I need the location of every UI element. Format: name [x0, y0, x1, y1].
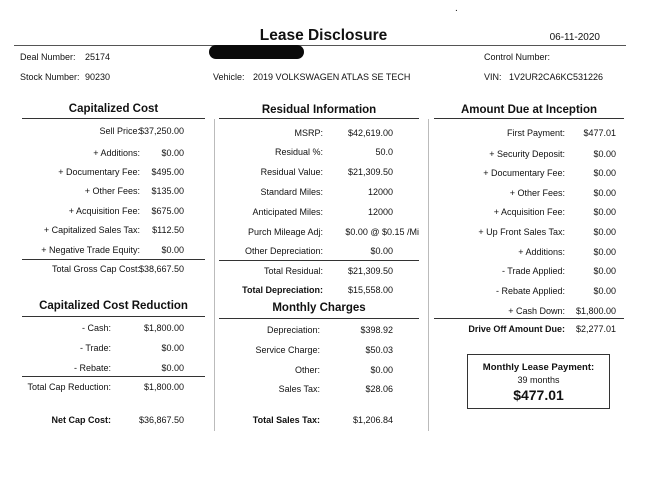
- inception-title-rule: [434, 118, 624, 119]
- row-label: Service Charge:: [255, 345, 320, 355]
- stray-dot: .: [455, 3, 458, 14]
- monthly-row-service-charge: [214, 344, 428, 356]
- row-value: $135.00: [151, 186, 184, 196]
- row-label: - Rebate Applied:: [495, 286, 565, 296]
- inception-row-cash-down: [428, 305, 647, 317]
- row-label: Other Depreciation:: [244, 246, 323, 256]
- total-gross-cap-cost-label: Total Gross Cap Cost:: [51, 264, 140, 274]
- row-value: $0.00: [161, 363, 184, 373]
- lease-payment-amount: $477.01: [513, 387, 564, 403]
- document-date: 06-11-2020: [549, 32, 600, 43]
- row-label: - Trade Applied:: [501, 266, 565, 276]
- deal-number: 25174: [85, 52, 111, 62]
- row-label: + Security Deposit:: [489, 149, 565, 159]
- cap-cost-title-rule: [22, 118, 205, 119]
- residual-row-value: [214, 166, 428, 178]
- net-cap-cost-value: $36,867.50: [138, 415, 184, 425]
- residual-title: Residual Information: [261, 104, 377, 116]
- row-value: $28.06: [365, 384, 393, 394]
- row-value: $0.00: [161, 148, 184, 158]
- row-value: $112.50: [152, 225, 184, 235]
- row-value: 12000: [367, 187, 393, 197]
- row-value: 50.0: [375, 147, 393, 157]
- cap-cost-row-additions: [0, 147, 214, 159]
- inception-row-additions: [428, 246, 647, 258]
- total-sales-tax-value: $1,206.84: [352, 415, 393, 425]
- row-label: - Rebate:: [73, 363, 111, 373]
- inception-row-security-deposit: [428, 148, 647, 160]
- total-sales-tax-row: [214, 414, 428, 426]
- total-depreciation-value: $15,558.00: [347, 285, 393, 295]
- row-value: $0.00: [593, 168, 616, 178]
- row-value: $495.00: [151, 167, 184, 177]
- row-value: $0.00: [593, 188, 616, 198]
- lease-payment-title: Monthly Lease Payment:: [482, 362, 595, 373]
- row-label: + Other Fees:: [84, 186, 140, 196]
- cap-cost-total-rule: [22, 259, 205, 260]
- row-label: + Capitalized Sales Tax:: [43, 225, 140, 235]
- row-label: - Trade:: [79, 343, 111, 353]
- row-label: + Up Front Sales Tax:: [478, 227, 565, 237]
- residual-row-msrp: [214, 127, 428, 139]
- cap-cost-reduction-title: Capitalized Cost Reduction: [39, 300, 188, 312]
- capitalized-cost-title: Capitalized Cost: [68, 103, 159, 115]
- residual-row-standard-miles: [214, 186, 428, 198]
- total-residual-value: $21,309.50: [347, 266, 393, 276]
- row-value: $398.92: [360, 325, 393, 335]
- monthly-charges-title: Monthly Charges: [272, 302, 366, 314]
- row-label: MSRP:: [294, 128, 323, 138]
- row-value: $0.00: [593, 247, 616, 257]
- row-value: $0.00: [593, 266, 616, 276]
- drive-off-row: [428, 323, 647, 335]
- row-value: $0.00: [593, 227, 616, 237]
- inception-row-other-fees: [428, 187, 647, 199]
- row-value: $50.03: [365, 345, 393, 355]
- row-label: + Additions:: [518, 247, 565, 257]
- inception-total-rule: [434, 318, 624, 319]
- row-label: Sales Tax:: [278, 384, 320, 394]
- redaction-mark: [209, 45, 304, 59]
- cap-reduction-row-rebate: [0, 362, 214, 374]
- row-value: $477.01: [583, 128, 616, 138]
- cap-cost-row-other-fees: [0, 185, 214, 197]
- row-label: First Payment:: [506, 128, 565, 138]
- total-residual-label: Total Residual:: [263, 266, 323, 276]
- vin-label: VIN:: [484, 72, 502, 82]
- row-value: $0.00: [593, 149, 616, 159]
- residual-total-row: [214, 265, 428, 277]
- cap-cost-row-cap-sales-tax: [0, 224, 214, 236]
- row-label: - Cash:: [81, 323, 111, 333]
- drive-off-label: Drive Off Amount Due:: [468, 324, 565, 334]
- monthly-row-other: [214, 364, 428, 376]
- vin: 1V2UR2CA6KC531226: [509, 72, 604, 82]
- row-label: + Cash Down:: [508, 306, 565, 316]
- row-value: $0.00: [161, 245, 184, 255]
- row-label: + Documentary Fee:: [58, 167, 140, 177]
- total-cap-reduction-label: Total Cap Reduction:: [27, 382, 111, 392]
- row-label: Sell Price:: [99, 126, 140, 136]
- deal-number-label: Deal Number:: [20, 52, 76, 62]
- row-value: $42,619.00: [347, 128, 393, 138]
- monthly-row-depreciation: [214, 324, 428, 336]
- cap-reduction-row-cash: [0, 322, 214, 334]
- residual-row-other-depreciation: [214, 245, 428, 257]
- residual-title-rule: [219, 118, 419, 119]
- row-label: Other:: [294, 365, 320, 375]
- row-value: $21,309.50: [347, 167, 393, 177]
- inception-row-rebate-applied: [428, 285, 647, 297]
- row-value: $0.00: [161, 343, 184, 353]
- cap-reduction-row-trade: [0, 342, 214, 354]
- inception-title: Amount Due at Inception: [460, 104, 598, 116]
- net-cap-cost-label: Net Cap Cost:: [51, 415, 111, 425]
- residual-row-mileage-adj: [214, 226, 428, 238]
- residual-row-anticipated-miles: [214, 206, 428, 218]
- cap-cost-row-acquisition-fee: [0, 205, 214, 217]
- row-label: Residual %:: [274, 147, 323, 157]
- row-label: + Negative Trade Equity:: [41, 245, 140, 255]
- row-label: + Acquisition Fee:: [68, 206, 140, 216]
- row-value: $0.00: [370, 246, 393, 256]
- cap-reduction-total-rule: [22, 376, 205, 377]
- row-label: Standard Miles:: [260, 187, 323, 197]
- total-gross-cap-cost-value: $38,667.50: [138, 264, 184, 274]
- row-label: + Acquisition Fee:: [493, 207, 565, 217]
- row-value: $0.00: [593, 286, 616, 296]
- row-label: Depreciation:: [266, 325, 320, 335]
- row-value: $675.00: [151, 206, 184, 216]
- net-cap-cost-row: [0, 414, 214, 426]
- inception-row-trade-applied: [428, 265, 647, 277]
- row-value: $1,800.00: [575, 306, 616, 316]
- stock-number: 90230: [85, 72, 111, 82]
- total-sales-tax-label: Total Sales Tax:: [252, 415, 320, 425]
- total-depreciation-label: Total Depreciation:: [242, 285, 323, 295]
- vehicle-label: Vehicle:: [213, 72, 245, 82]
- total-depreciation-row: [214, 284, 428, 296]
- cap-cost-row-sell-price: [0, 125, 214, 137]
- row-label: + Documentary Fee:: [483, 168, 565, 178]
- monthly-lease-payment-box: [467, 354, 610, 409]
- residual-total-rule: [219, 260, 419, 261]
- cap-cost-row-doc-fee: [0, 166, 214, 178]
- monthly-title-rule: [219, 318, 419, 319]
- page-title: Lease Disclosure: [259, 27, 388, 44]
- row-label: Anticipated Miles:: [252, 207, 323, 217]
- vehicle: 2019 VOLKSWAGEN ATLAS SE TECH: [253, 72, 411, 82]
- row-label: + Other Fees:: [509, 188, 565, 198]
- monthly-row-sales-tax: [214, 383, 428, 395]
- total-cap-reduction-value: $1,800.00: [143, 382, 184, 392]
- row-value: $0.00 @ $0.15 /Mi: [345, 227, 419, 237]
- row-value: $37,250.00: [138, 126, 184, 136]
- drive-off-value: $2,277.01: [575, 324, 616, 334]
- row-value: 12000: [367, 207, 393, 217]
- row-value: $1,800.00: [143, 323, 184, 333]
- inception-row-doc-fee: [428, 167, 647, 179]
- cap-cost-row-negative-trade: [0, 244, 214, 256]
- row-label: + Additions:: [93, 148, 140, 158]
- cap-reduction-title-rule: [22, 316, 205, 317]
- row-value: $0.00: [593, 207, 616, 217]
- cap-cost-total-row: [0, 263, 214, 275]
- inception-row-acquisition-fee: [428, 206, 647, 218]
- residual-row-percent: [214, 146, 428, 158]
- row-value: $0.00: [370, 365, 393, 375]
- row-label: Purch Mileage Adj:: [247, 227, 323, 237]
- inception-row-up-front-sales-tax: [428, 226, 647, 238]
- inception-row-first-payment: [428, 127, 647, 139]
- stock-number-label: Stock Number:: [20, 72, 80, 82]
- header-divider: [14, 45, 626, 46]
- cap-reduction-total-row: [0, 381, 214, 393]
- lease-term: 39 months: [517, 375, 560, 385]
- row-label: Residual Value:: [260, 167, 323, 177]
- control-number-label: Control Number:: [484, 52, 551, 62]
